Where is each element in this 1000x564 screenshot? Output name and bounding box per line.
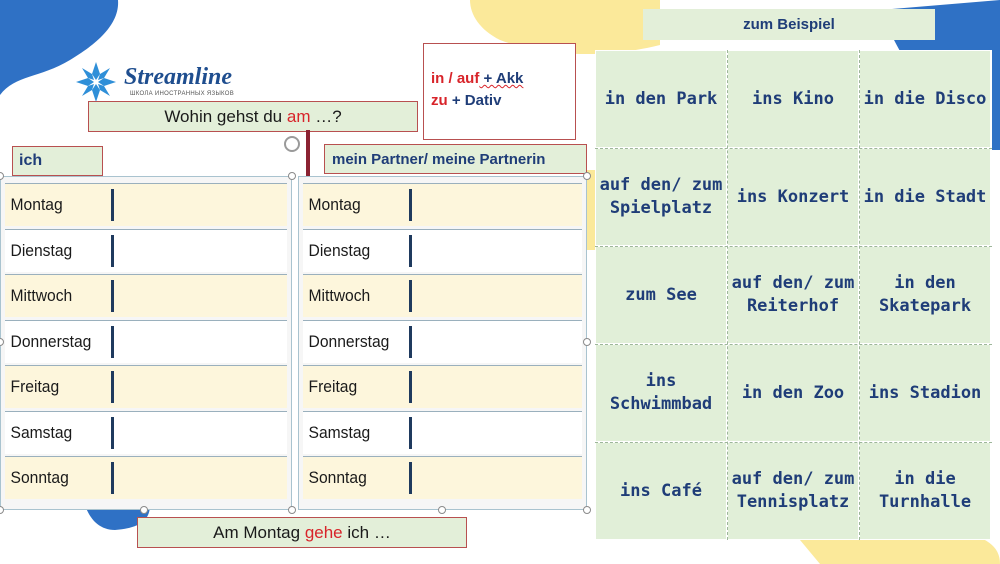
example-cell[interactable]: auf den/ zum Tennisplatz [728,443,858,539]
partner-table-row[interactable] [303,365,582,408]
logo-name: Streamline [124,64,233,90]
ich-table-row[interactable] [5,456,287,499]
answer-highlight: gehe [304,522,343,542]
example-cell[interactable]: in die Disco [860,51,990,147]
resize-handle[interactable] [583,338,591,346]
day-label: Freitag [10,377,60,396]
partner-table-row[interactable] [303,274,582,317]
ich-table-row[interactable] [5,274,287,317]
day-label: Dienstag [308,240,371,260]
answer-cell[interactable] [412,412,582,454]
snowflake-icon [74,60,118,104]
answer-text: Am Montag [213,522,305,542]
grid-divider [595,148,992,149]
resize-handle[interactable] [438,506,446,514]
partner-table-row[interactable] [303,183,582,226]
day-label: Sonntag [308,468,367,487]
ich-table-row[interactable] [5,320,287,363]
answer-cell[interactable] [114,321,287,363]
day-label: Dienstag [10,240,73,260]
rotate-handle-icon[interactable] [284,136,300,152]
answer-cell[interactable] [114,230,287,272]
grid-divider [595,344,992,345]
day-label: Mittwoch [10,286,73,305]
grid-divider [859,50,860,540]
resize-handle[interactable] [140,506,148,514]
logo [74,60,254,102]
example-title[interactable]: zum Beispiel [643,9,935,40]
resize-handle[interactable] [288,506,296,514]
answer-cell[interactable] [412,366,582,408]
question-highlight: am [286,106,311,126]
label-ich[interactable]: ich [12,146,103,176]
resize-handle[interactable] [583,506,591,514]
answer-cell[interactable] [114,412,287,454]
day-label: Montag [308,195,361,214]
day-label: Mittwoch [308,286,371,305]
ich-table-row[interactable] [5,183,287,226]
example-cell[interactable]: zum See [596,247,726,343]
partner-table-row[interactable] [303,320,582,363]
question-end: …? [310,106,342,126]
answer-cell[interactable] [114,457,287,499]
partner-table-row[interactable] [303,229,582,272]
example-cell[interactable]: in die Turnhalle [860,443,990,539]
answer-cell[interactable] [114,184,287,226]
day-label: Donnerstag [308,331,390,351]
grammar-case-akk: + Akk [479,70,524,87]
example-cell[interactable]: ins Konzert [728,149,858,245]
selection-connector [306,130,310,176]
example-cell[interactable]: in die Stadt [860,149,990,245]
grammar-case-dativ: + Dativ [447,91,502,109]
grammar-line-dativ [431,90,575,112]
day-label: Donnerstag [10,331,92,351]
example-cell[interactable]: in den Skatepark [860,247,990,343]
answer-cell[interactable] [412,184,582,226]
answer-cell[interactable] [114,275,287,317]
answer-cell[interactable] [412,275,582,317]
question-box[interactable] [88,101,418,132]
example-cell[interactable]: auf den/ zum Reiterhof [728,247,858,343]
day-label: Freitag [308,377,358,396]
grid-divider [727,50,728,540]
grammar-prep-dativ: zu [431,91,448,109]
grammar-prep-akk: in / auf [431,70,480,87]
ich-table-row[interactable] [5,365,287,408]
example-cell[interactable]: ins Stadion [860,345,990,441]
answer-box[interactable] [137,517,467,548]
grid-divider [595,442,992,443]
answer-end: ich … [342,522,391,542]
answer-cell[interactable] [412,230,582,272]
table-ich[interactable] [0,176,292,510]
answer-cell[interactable] [412,457,582,499]
example-cell[interactable]: ins Café [596,443,726,539]
logo-tagline: ШКОЛА ИНОСТРАННЫХ ЯЗЫКОВ [130,91,235,97]
partner-table-row[interactable] [303,411,582,454]
example-cell[interactable]: ins Schwimmbad [596,345,726,441]
ich-table-row[interactable] [5,229,287,272]
grammar-box[interactable] [423,43,576,140]
answer-cell[interactable] [412,321,582,363]
day-label: Montag [10,195,63,214]
ich-table-row[interactable] [5,411,287,454]
answer-cell[interactable] [114,366,287,408]
label-partner[interactable]: mein Partner/ meine Partnerin [324,144,587,174]
day-label: Sonntag [10,468,69,487]
example-cell[interactable]: auf den/ zum Spielplatz [596,149,726,245]
question-text: Wohin gehst du [164,106,287,126]
example-cell[interactable]: in den Park [596,51,726,147]
partner-table-row[interactable] [303,456,582,499]
day-label: Samstag [10,422,73,442]
grammar-line-akk [431,68,575,90]
example-grid [595,50,992,540]
table-partner[interactable] [298,176,587,510]
grid-divider [595,246,992,247]
example-cell[interactable]: ins Kino [728,51,858,147]
resize-handle[interactable] [288,172,296,180]
day-label: Samstag [308,422,371,442]
resize-handle[interactable] [583,172,591,180]
example-cell[interactable]: in den Zoo [728,345,858,441]
